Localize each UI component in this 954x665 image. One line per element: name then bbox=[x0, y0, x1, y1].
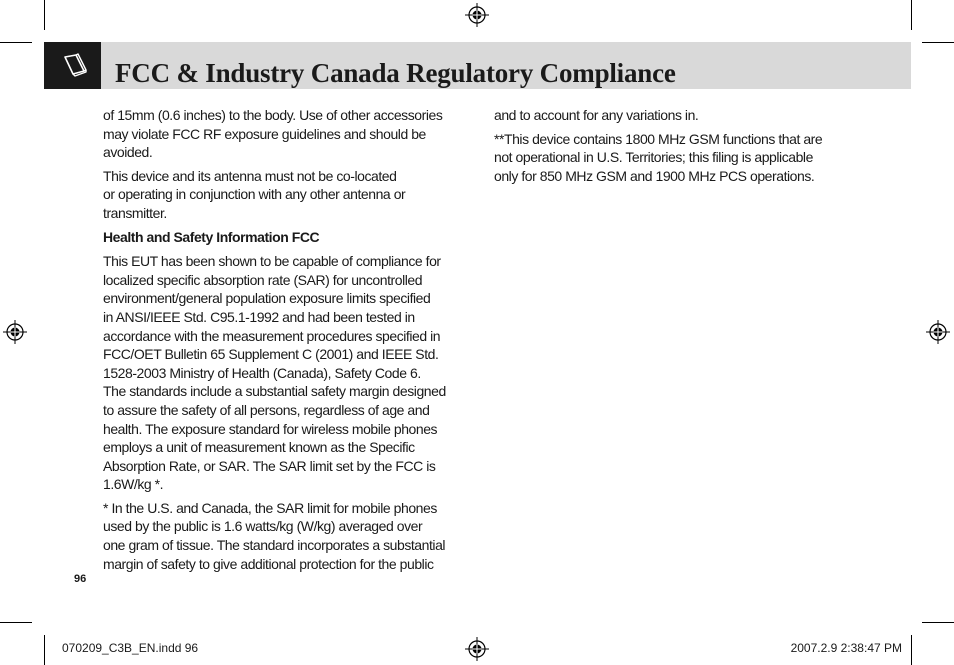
footer-file-name: 070209_C3B_EN.indd 96 bbox=[62, 641, 199, 655]
text-line: employs a unit of measurement known as the Specific bbox=[103, 439, 415, 456]
crop-mark-right-bottom bbox=[922, 622, 954, 623]
text-line: Absorption Rate, or SAR. The SAR limit set by the FCC is bbox=[103, 457, 436, 474]
text-line: may violate FCC RF exposure guidelines and should be bbox=[103, 125, 426, 142]
text-line: used by the public is 1.6 watts/kg (W/kg) averaged over bbox=[103, 518, 423, 535]
registration-mark-left-icon bbox=[3, 320, 27, 344]
section-heading: Health and Safety Information FCC bbox=[103, 228, 320, 245]
left-column bbox=[103, 106, 463, 578]
crop-mark-top-right bbox=[911, 0, 912, 30]
text-line: in ANSI/IEEE Std. C95.1-1992 and had been tested in bbox=[103, 308, 415, 325]
crop-mark-left-bottom bbox=[0, 622, 32, 623]
registration-mark-top-icon bbox=[465, 3, 489, 27]
text-line: margin of safety to give additional protection for the public bbox=[103, 555, 434, 572]
text-line: The standards include a substantial safety margin designed bbox=[103, 383, 446, 400]
paragraph-sar-compliance bbox=[103, 252, 463, 494]
page-number: 96 bbox=[74, 573, 87, 585]
page-title: FCC & Industry Canada Regulatory Compliance bbox=[115, 58, 676, 88]
paragraph-sar-limit-note bbox=[103, 499, 463, 573]
text-line: to assure the safety of all persons, regardless of age and bbox=[103, 401, 430, 418]
paragraph-accessories bbox=[103, 106, 463, 162]
crop-mark-left-top bbox=[0, 42, 32, 43]
text-line: 1.6W/kg *. bbox=[103, 476, 164, 493]
registration-mark-right-icon bbox=[926, 320, 950, 344]
text-line: **This device contains 1800 MHz GSM functions that are bbox=[494, 130, 823, 147]
text-line: one gram of tissue. The standard incorporates a substantial bbox=[103, 537, 446, 554]
text-line: This device and its antenna must not be co-located bbox=[103, 167, 397, 184]
text-line: accordance with the measurement procedures specified in bbox=[103, 327, 441, 344]
text-line: avoided. bbox=[103, 144, 153, 161]
text-line: and to account for any variations in. bbox=[494, 107, 699, 123]
text-line: * In the U.S. and Canada, the SAR limit for mobile phones bbox=[103, 499, 437, 516]
paragraph-co-location bbox=[103, 167, 463, 223]
text-line: only for 850 MHz GSM and 1900 MHz PCS operations. bbox=[494, 167, 815, 184]
crop-mark-bottom-left bbox=[44, 635, 45, 665]
header-icon-box bbox=[44, 42, 101, 89]
text-line: 1528-2003 Ministry of Health (Canada), Safety Code 6. bbox=[103, 364, 421, 381]
text-line: not operational in U.S. Territories; this filing is applicable bbox=[494, 149, 813, 166]
paragraph-variations bbox=[494, 106, 844, 125]
text-line: FCC/OET Bulletin 65 Supplement C (2001) and IEEE Std. bbox=[103, 346, 439, 363]
phone-outline-icon bbox=[62, 52, 88, 78]
footer-timestamp: 2007.2.9 2:38:47 PM bbox=[790, 641, 902, 655]
registration-mark-bottom-icon bbox=[465, 637, 489, 661]
crop-mark-right-top bbox=[922, 42, 954, 43]
text-line: localized specific absorption rate (SAR) for uncontrolled bbox=[103, 271, 423, 288]
paragraph-gsm-note bbox=[494, 130, 844, 186]
text-line: transmitter. bbox=[103, 204, 167, 221]
text-line: or operating in conjunction with any other antenna or bbox=[103, 186, 406, 203]
text-line: environment/general population exposure limits specified bbox=[103, 290, 431, 307]
right-column bbox=[494, 106, 844, 190]
text-line: of 15mm (0.6 inches) to the body. Use of other accessories bbox=[103, 107, 443, 123]
crop-mark-bottom-right bbox=[911, 635, 912, 665]
crop-mark-top-left bbox=[44, 0, 45, 30]
text-line: This EUT has been shown to be capable of compliance for bbox=[103, 253, 441, 270]
text-line: health. The exposure standard for wireless mobile phones bbox=[103, 420, 438, 437]
